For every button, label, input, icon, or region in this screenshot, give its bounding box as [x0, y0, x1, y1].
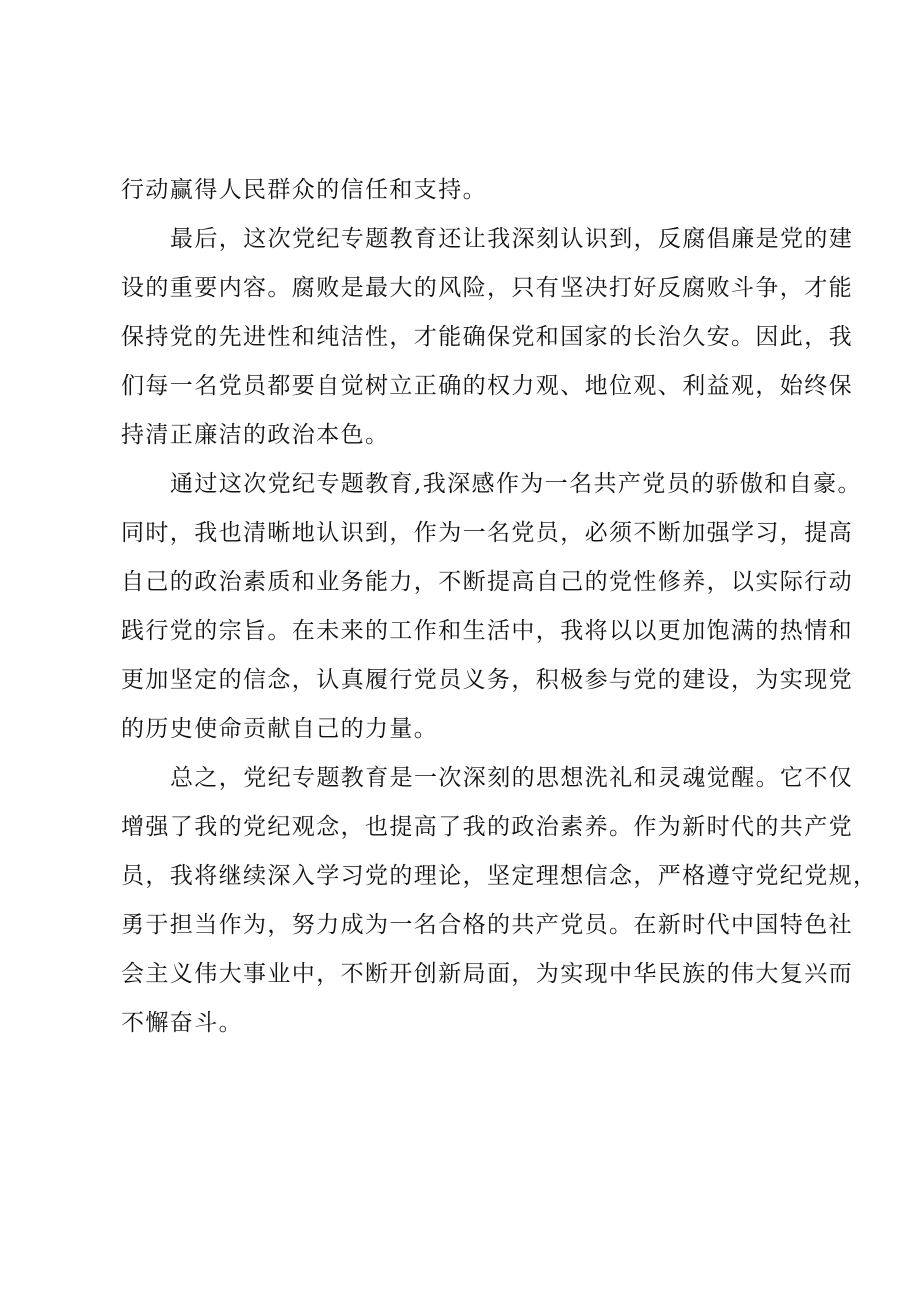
text-line: 总之，党纪专题教育是一次深刻的思想洗礼和灵魂觉醒。它不仅 [170, 765, 854, 791]
text-line: 通过这次党纪专题教育,我深感作为一名共产党员的骄傲和自豪。 [170, 471, 862, 497]
text-line: 保持党的先进性和纯洁性，才能确保党和国家的长治久安。因此，我 [121, 324, 853, 350]
text-line: 自己的政治素质和业务能力，不断提高自己的党性修养，以实际行动 [121, 569, 853, 595]
text-line: 更加坚定的信念，认真履行党员义务，积极参与党的建设，为实现党 [121, 667, 853, 693]
text-line: 们每一名党员都要自觉树立正确的权力观、地位观、利益观，始终保 [121, 373, 853, 399]
text-line: 行动赢得人民群众的信任和支持。 [121, 177, 487, 203]
text-line: 的历史使命贡献自己的力量。 [121, 716, 439, 742]
text-line: 会主义伟大事业中，不断开创新局面，为实现中华民族的伟大复兴而 [121, 961, 853, 987]
text-line: 增强了我的党纪观念，也提高了我的政治素养。作为新时代的共产党 [121, 814, 853, 840]
text-line: 持清正廉洁的政治本色。 [121, 422, 390, 448]
text-line: 不懈奋斗。 [121, 1010, 243, 1036]
text-line: 员，我将继续深入学习党的理论，坚定理想信念，严格遵守党纪党规， [121, 863, 878, 889]
text-line: 同时，我也清晰地认识到，作为一名党员，必须不断加强学习，提高 [121, 520, 853, 546]
text-line: 践行党的宗旨。在未来的工作和生活中，我将以以更加饱满的热情和 [121, 618, 853, 644]
text-line: 最后，这次党纪专题教育还让我深刻认识到，反腐倡廉是党的建 [170, 226, 854, 252]
text-line: 设的重要内容。腐败是最大的风险，只有坚决打好反腐败斗争，才能 [121, 275, 853, 301]
text-line: 勇于担当作为，努力成为一名合格的共产党员。在新时代中国特色社 [121, 912, 853, 938]
